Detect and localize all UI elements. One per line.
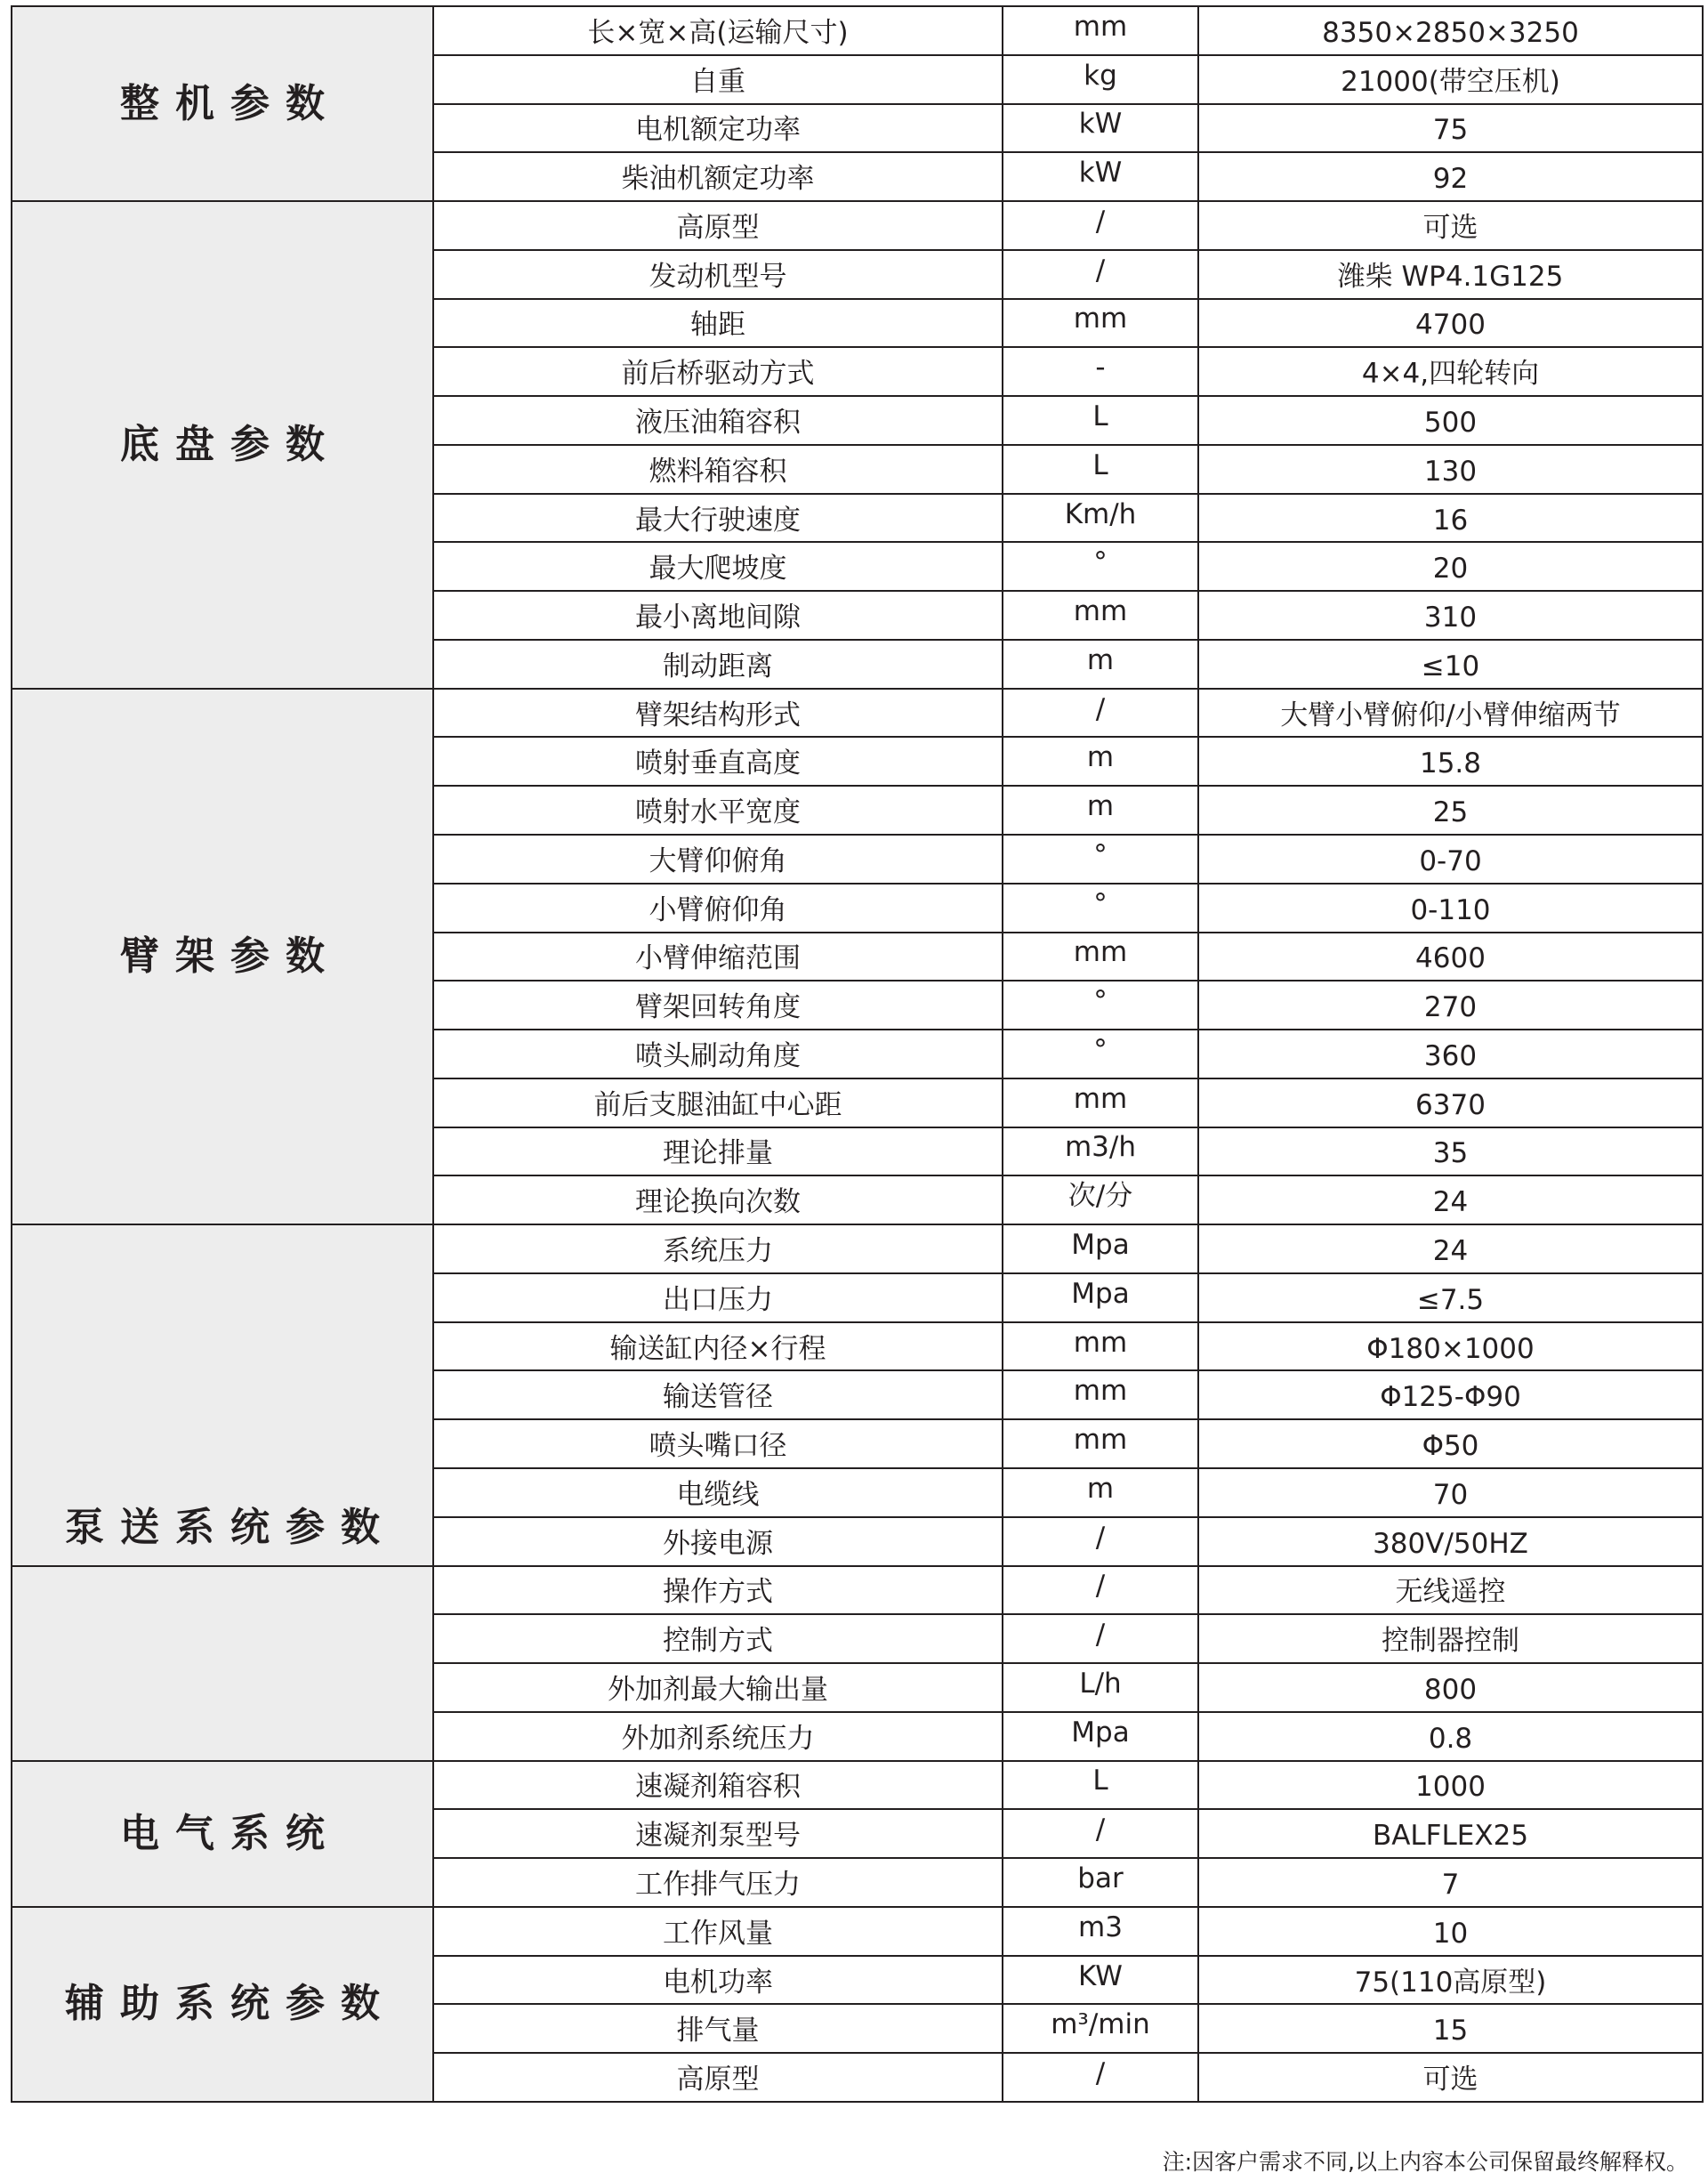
unit-cell: kW	[1003, 152, 1198, 201]
unit-cell: Mpa	[1003, 1712, 1198, 1761]
param-cell: 喷头刷动角度	[433, 1030, 1003, 1078]
param-cell: 臂架结构形式	[433, 689, 1003, 738]
unit-cell: mm	[1003, 1370, 1198, 1419]
unit-cell: mm	[1003, 299, 1198, 348]
unit-cell: °	[1003, 884, 1198, 933]
value-cell: 0.8	[1198, 1712, 1703, 1761]
unit-cell: bar	[1003, 1858, 1198, 1907]
param-cell: 外加剂最大输出量	[433, 1663, 1003, 1712]
value-cell: Φ125-Φ90	[1198, 1370, 1703, 1419]
param-cell: 柴油机额定功率	[433, 152, 1003, 201]
unit-cell: mm	[1003, 1322, 1198, 1371]
value-cell: 可选	[1198, 2053, 1703, 2102]
param-cell: 前后桥驱动方式	[433, 347, 1003, 396]
unit-cell: mm	[1003, 6, 1198, 55]
unit-cell: Mpa	[1003, 1224, 1198, 1273]
value-cell: BALFLEX25	[1198, 1809, 1703, 1858]
group-label-chassis	[12, 201, 433, 689]
param-cell: 最大行驶速度	[433, 494, 1003, 543]
param-cell: 出口压力	[433, 1273, 1003, 1322]
param-cell: 最大爬坡度	[433, 542, 1003, 591]
value-cell: ≤7.5	[1198, 1273, 1703, 1322]
param-cell: 大臂仰俯角	[433, 835, 1003, 884]
unit-cell: L	[1003, 445, 1198, 494]
table-row	[12, 1907, 1703, 1956]
param-cell: 喷头嘴口径	[433, 1419, 1003, 1468]
unit-cell: /	[1003, 2053, 1198, 2102]
footnote: 注:因客户需求不同,以上内容本公司保留最终解释权。	[1162, 2149, 1688, 2175]
table-row	[12, 1224, 1703, 1273]
value-cell: 380V/50HZ	[1198, 1517, 1703, 1566]
unit-cell: L/h	[1003, 1663, 1198, 1712]
param-cell: 工作排气压力	[433, 1858, 1003, 1907]
value-cell: 4700	[1198, 299, 1703, 348]
param-cell: 电机额定功率	[433, 104, 1003, 153]
unit-cell: /	[1003, 250, 1198, 299]
value-cell: 大臂小臂俯仰/小臂伸缩两节	[1198, 689, 1703, 738]
value-cell: 20	[1198, 542, 1703, 591]
table-row	[12, 689, 1703, 738]
group-label-text: 整机参数	[120, 80, 341, 126]
value-cell: 4×4,四轮转向	[1198, 347, 1703, 396]
param-cell: 制动距离	[433, 640, 1003, 689]
value-cell: 15.8	[1198, 737, 1703, 786]
param-cell: 外加剂系统压力	[433, 1712, 1003, 1761]
value-cell: 92	[1198, 152, 1703, 201]
value-cell: 24	[1198, 1175, 1703, 1224]
value-cell: 500	[1198, 396, 1703, 445]
param-cell: 发动机型号	[433, 250, 1003, 299]
param-cell: 速凝剂泵型号	[433, 1809, 1003, 1858]
param-cell: 理论换向次数	[433, 1175, 1003, 1224]
unit-cell: °	[1003, 835, 1198, 884]
unit-cell: 次/分	[1003, 1175, 1198, 1224]
unit-cell: KW	[1003, 1956, 1198, 2005]
value-cell: 21000(带空压机)	[1198, 55, 1703, 104]
group-label-electrical	[12, 1761, 433, 1907]
value-cell: 10	[1198, 1907, 1703, 1956]
value-cell: 潍柴 WP4.1G125	[1198, 250, 1703, 299]
group-label-text: 底盘参数	[120, 421, 341, 467]
unit-cell: m3/h	[1003, 1127, 1198, 1176]
param-cell: 控制方式	[433, 1614, 1003, 1663]
table-row	[12, 6, 1703, 55]
unit-cell: mm	[1003, 1078, 1198, 1127]
param-cell: 输送缸内径×行程	[433, 1322, 1003, 1371]
value-cell: 270	[1198, 981, 1703, 1030]
value-cell: 无线遥控	[1198, 1566, 1703, 1615]
value-cell: 310	[1198, 591, 1703, 640]
unit-cell: m	[1003, 640, 1198, 689]
param-cell: 工作风量	[433, 1907, 1003, 1956]
unit-cell: kW	[1003, 104, 1198, 153]
unit-cell: Km/h	[1003, 494, 1198, 543]
group-label-boom	[12, 689, 433, 1224]
value-cell: 可选	[1198, 201, 1703, 250]
value-cell: 7	[1198, 1858, 1703, 1907]
param-cell: 燃料箱容积	[433, 445, 1003, 494]
unit-cell: L	[1003, 396, 1198, 445]
table-row	[12, 201, 1703, 250]
group-label-text: 辅助系统参数	[65, 1981, 396, 2027]
param-cell: 喷射垂直高度	[433, 737, 1003, 786]
value-cell: 控制器控制	[1198, 1614, 1703, 1663]
unit-cell: L	[1003, 1761, 1198, 1810]
value-cell: 8350×2850×3250	[1198, 6, 1703, 55]
unit-cell: mm	[1003, 591, 1198, 640]
value-cell: 35	[1198, 1127, 1703, 1176]
unit-cell: m³/min	[1003, 2004, 1198, 2053]
param-cell: 轴距	[433, 299, 1003, 348]
value-cell: 360	[1198, 1030, 1703, 1078]
unit-cell: m3	[1003, 1907, 1198, 1956]
unit-cell: /	[1003, 1517, 1198, 1566]
unit-cell: mm	[1003, 1419, 1198, 1468]
value-cell: ≤10	[1198, 640, 1703, 689]
value-cell: 16	[1198, 494, 1703, 543]
param-cell: 小臂俯仰角	[433, 884, 1003, 933]
unit-cell: kg	[1003, 55, 1198, 104]
param-cell: 最小离地间隙	[433, 591, 1003, 640]
unit-cell: /	[1003, 689, 1198, 738]
param-cell: 高原型	[433, 201, 1003, 250]
value-cell: 4600	[1198, 933, 1703, 981]
group-label-text: 电气系统	[120, 1810, 341, 1856]
value-cell: Φ50	[1198, 1419, 1703, 1468]
group-label-pumping	[12, 1224, 433, 1565]
unit-cell: °	[1003, 1030, 1198, 1078]
table-row	[12, 1761, 1703, 1810]
value-cell: 75(110高原型)	[1198, 1956, 1703, 2005]
unit-cell: m	[1003, 786, 1198, 835]
param-cell: 电缆线	[433, 1468, 1003, 1517]
group-label-auxiliary	[12, 1907, 433, 2102]
value-cell: 24	[1198, 1224, 1703, 1273]
param-cell: 自重	[433, 55, 1003, 104]
unit-cell: /	[1003, 201, 1198, 250]
value-cell: 15	[1198, 2004, 1703, 2053]
value-cell: 75	[1198, 104, 1703, 153]
value-cell: 70	[1198, 1468, 1703, 1517]
param-cell: 排气量	[433, 2004, 1003, 2053]
value-cell: Φ180×1000	[1198, 1322, 1703, 1371]
unit-cell: /	[1003, 1809, 1198, 1858]
group-label-text: 泵送系统参数	[65, 1504, 396, 1550]
spec-table	[11, 5, 1704, 2103]
value-cell: 6370	[1198, 1078, 1703, 1127]
param-cell: 臂架回转角度	[433, 981, 1003, 1030]
group-label-control	[12, 1566, 433, 1761]
value-cell: 0-110	[1198, 884, 1703, 933]
param-cell: 系统压力	[433, 1224, 1003, 1273]
value-cell: 0-70	[1198, 835, 1703, 884]
value-cell: 25	[1198, 786, 1703, 835]
param-cell: 外接电源	[433, 1517, 1003, 1566]
group-label-overall	[12, 6, 433, 201]
unit-cell: /	[1003, 1614, 1198, 1663]
unit-cell: m	[1003, 737, 1198, 786]
unit-cell: mm	[1003, 933, 1198, 981]
value-cell: 800	[1198, 1663, 1703, 1712]
unit-cell: /	[1003, 1566, 1198, 1615]
value-cell: 130	[1198, 445, 1703, 494]
table-row	[12, 1566, 1703, 1615]
unit-cell: °	[1003, 981, 1198, 1030]
param-cell: 高原型	[433, 2053, 1003, 2102]
spec-table-body	[12, 6, 1703, 2102]
param-cell: 操作方式	[433, 1566, 1003, 1615]
unit-cell: °	[1003, 542, 1198, 591]
value-cell: 1000	[1198, 1761, 1703, 1810]
unit-cell: Mpa	[1003, 1273, 1198, 1322]
unit-cell: -	[1003, 347, 1198, 396]
param-cell: 喷射水平宽度	[433, 786, 1003, 835]
param-cell: 液压油箱容积	[433, 396, 1003, 445]
group-label-text: 臂架参数	[120, 933, 341, 979]
param-cell: 输送管径	[433, 1370, 1003, 1419]
param-cell: 长×宽×高(运输尺寸)	[433, 6, 1003, 55]
param-cell: 理论排量	[433, 1127, 1003, 1176]
unit-cell: m	[1003, 1468, 1198, 1517]
param-cell: 小臂伸缩范围	[433, 933, 1003, 981]
param-cell: 速凝剂箱容积	[433, 1761, 1003, 1810]
param-cell: 前后支腿油缸中心距	[433, 1078, 1003, 1127]
param-cell: 电机功率	[433, 1956, 1003, 2005]
